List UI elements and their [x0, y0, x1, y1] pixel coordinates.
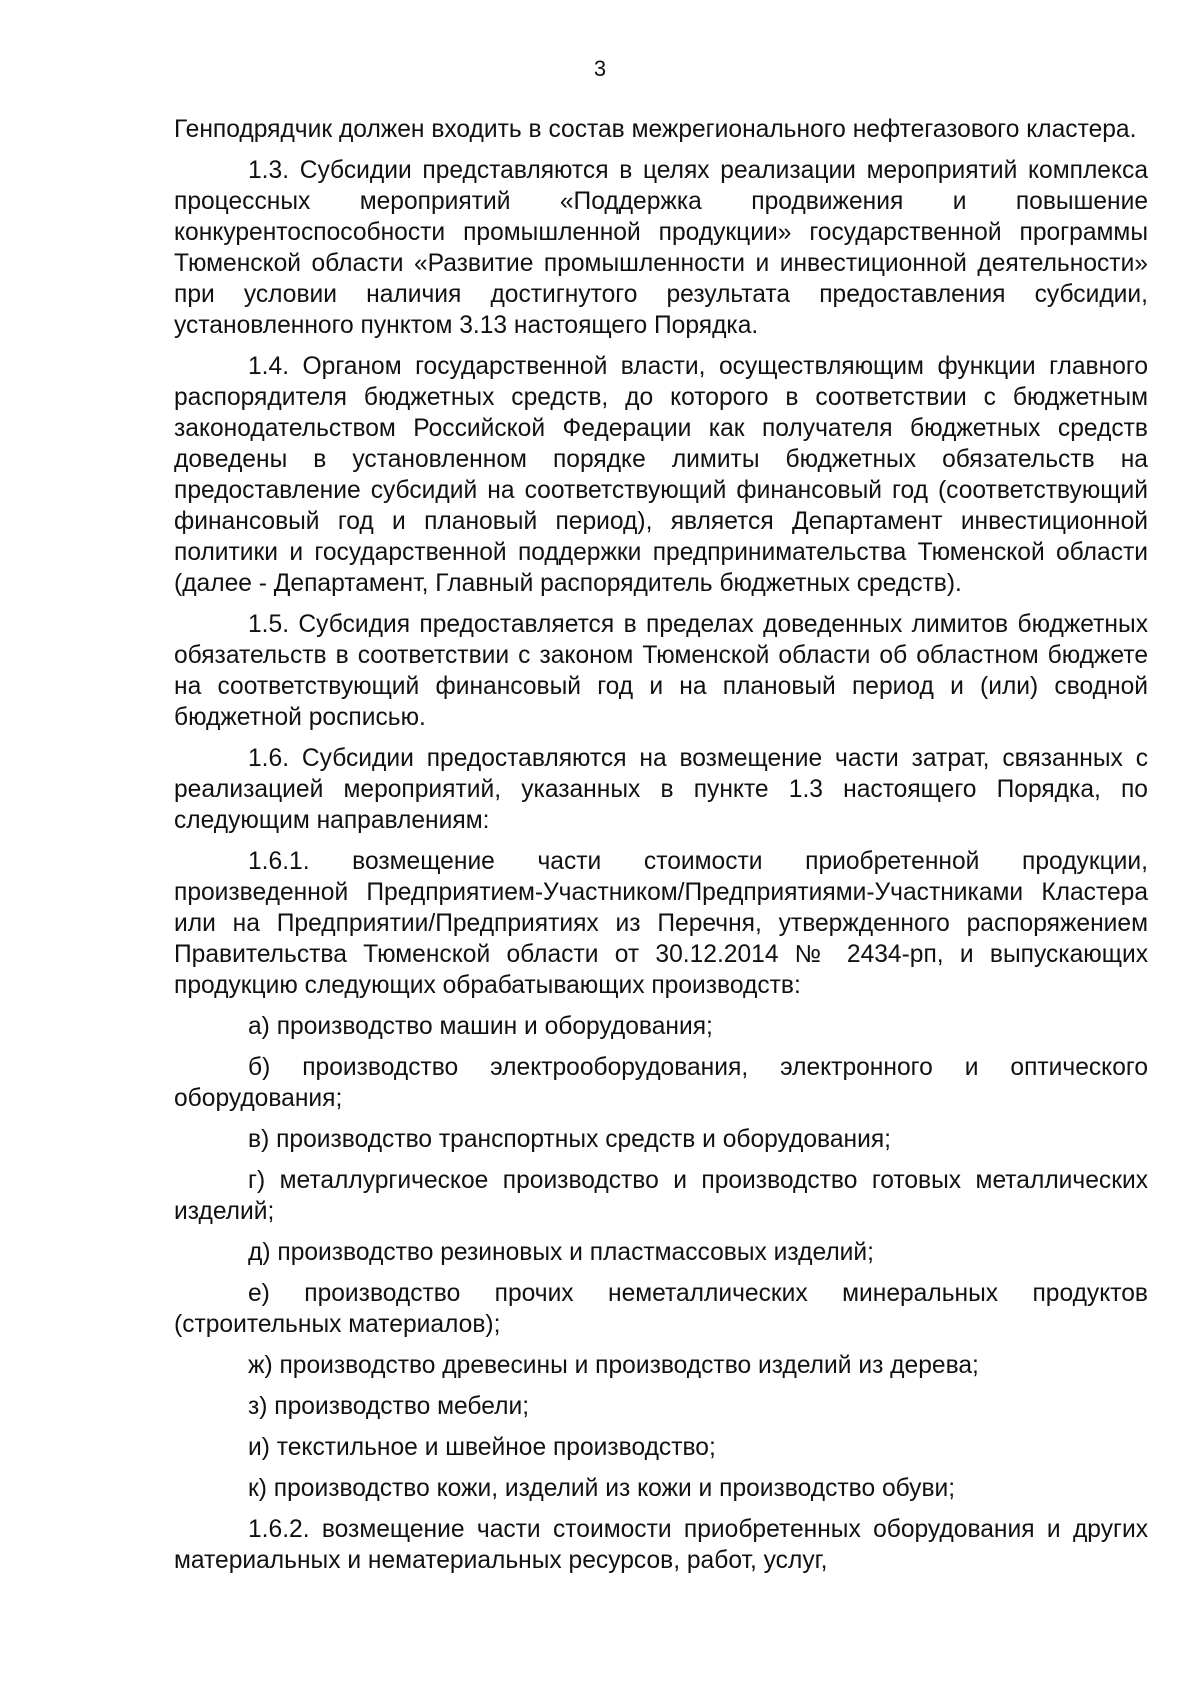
- list-item-g: г) металлургическое производство и производство готовых металлических изделий;: [174, 1167, 1148, 1225]
- document-body: [174, 114, 1148, 1586]
- list-item-z: з) производство мебели;: [248, 1393, 530, 1420]
- list-item-b: б) производство электрооборудования, электронного и оптического оборудования;: [174, 1054, 1148, 1112]
- page-number: 3: [593, 56, 607, 81]
- list-item-a: а) производство машин и оборудования;: [248, 1013, 713, 1040]
- paragraph-1-6: 1.6. Субсидии предоставляются на возмещение части затрат, связанных с реализацией мероприятий, указанных в пункте 1.3 настоящего Порядка, по следующим направлениям:: [174, 745, 1148, 834]
- paragraph-1-4: 1.4. Органом государственной власти, осуществляющим функции главного распорядителя бюджетных средств, до которого в соответствии с бюджетным законодательством Российской Федерации как получателя бюджетных средств доведены в установленном порядке лимиты бюджетных обязательств на предоставление субсидий на соответствующий финансовый год (соответствующий финансовый год и плановый период), является Департамент инвестиционной политики и государственной поддержки предпринимательства Тюменской области (далее - Департамент, Главный распорядитель бюджетных средств).: [174, 353, 1148, 597]
- paragraph-1-6-2: 1.6.2. возмещение части стоимости приобретенных оборудования и других материальных и нематериальных ресурсов, работ, услуг,: [174, 1516, 1148, 1574]
- paragraph-1-6-1: 1.6.1. возмещение части стоимости приобретенной продукции, произведенной Предприятием-Участником/Предприятиями-Участниками Кластера или на Предприятии/Предприятиях из Перечня, утвержденного распоряжением Правительства Тюменской области от 30.12.2014 № 2434-рп, и выпускающих продукцию следующих обрабатывающих производств:: [174, 848, 1148, 999]
- list-item-i: и) текстильное и швейное производство;: [248, 1434, 716, 1461]
- paragraph-1-5: 1.5. Субсидия предоставляется в пределах доведенных лимитов бюджетных обязательств в соответствии с законом Тюменской области об областном бюджете на соответствующий финансовый год и на плановый период и (или) сводной бюджетной росписью.: [174, 611, 1148, 731]
- list-item-k: к) производство кожи, изделий из кожи и производство обуви;: [248, 1475, 956, 1502]
- list-item-zh: ж) производство древесины и производство изделий из дерева;: [248, 1352, 979, 1379]
- list-item-e: е) производство прочих неметаллических минеральных продуктов (строительных материалов);: [174, 1280, 1148, 1338]
- list-item-d: д) производство резиновых и пластмассовых изделий;: [248, 1239, 874, 1266]
- paragraph-1-3: 1.3. Субсидии представляются в целях реализации мероприятий комплекса процессных мероприятий «Поддержка продвижения и повышение конкурентоспособности промышленной продукции» государственной программы Тюменской области «Развитие промышленности и инвестиционной деятельности» при условии наличия достигнутого результата предоставления субсидии, установленного пунктом 3.13 настоящего Порядка.: [174, 157, 1148, 339]
- paragraph-cluster-continuation: Генподрядчик должен входить в состав межрегионального нефтегазового кластера.: [174, 116, 1137, 143]
- list-item-v: в) производство транспортных средств и оборудования;: [248, 1126, 891, 1153]
